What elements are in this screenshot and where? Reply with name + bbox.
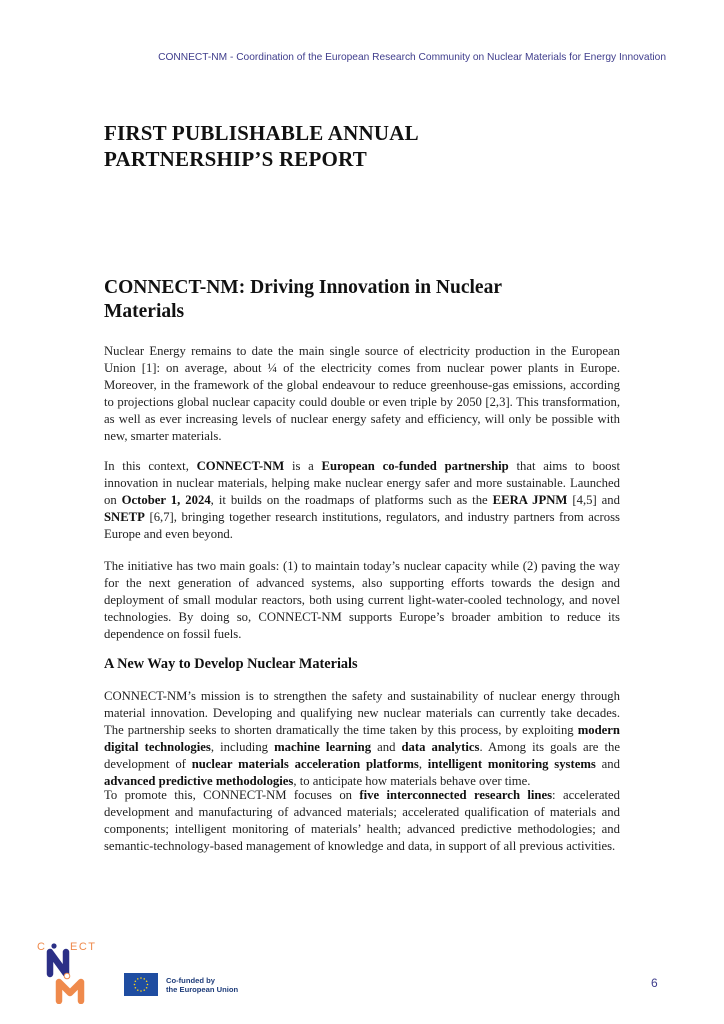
paragraph-research-lines	[104, 787, 620, 855]
eu-cofunded-badge	[124, 973, 238, 996]
text-segment: [4,5] and	[567, 493, 620, 508]
bold-text-segment: modern digital technologies	[104, 723, 620, 755]
eu-star	[135, 987, 137, 989]
connect-nm-logo-graphic	[37, 938, 105, 1004]
text-segment: To promote this, CONNECT-NM focuses on	[104, 788, 360, 802]
document-title-line-2: PARTNERSHIP’S REPORT	[104, 147, 367, 171]
eu-star	[147, 984, 149, 986]
text-segment: CONNECT-NM’s mission is to strengthen the safety and sustainability of nuclear energy through material innovation. Developing and qualifying new nuclear materials can currently take decades. The partnership seeks to shorten dramatically the time taken by this process, by exploiting	[104, 689, 620, 738]
paragraph-mission	[104, 688, 620, 791]
text-segment: and	[371, 740, 402, 755]
paragraph-context	[104, 458, 620, 543]
bold-text-segment: advanced predictive methodologies	[104, 774, 294, 789]
bold-text-segment: intelligent monitoring systems	[427, 757, 596, 772]
eu-stars	[124, 973, 158, 996]
eu-star	[146, 987, 148, 989]
page-number: 6	[651, 976, 658, 990]
text-segment: [6,7], bringing together research institutions, regulators, and industry partners from across Europe and even beyond.	[104, 510, 620, 542]
paragraph-goals	[104, 558, 620, 643]
document-title	[104, 120, 564, 172]
eu-star	[146, 980, 148, 982]
eu-funding-line-2: the European Union	[166, 984, 239, 994]
eu-star	[137, 989, 139, 991]
bold-text-segment: CONNECT-NM	[196, 459, 285, 473]
text-segment: The initiative has two main goals: (1) to maintain today’s nuclear capacity while (2) paving the way for the next generation of advanced systems, also supporting efforts towards the design and deployment of small modular reactors, both using current light-water-cooled technology, and novel technologies. By doing so, CONNECT-NM supports Europe’s broader ambition to reduce its dependence on fossil fuels.	[104, 559, 620, 642]
document-title-line-1: FIRST PUBLISHABLE ANNUAL	[104, 121, 419, 145]
text-segment: and	[595, 757, 620, 772]
text-segment: In this context,	[104, 459, 197, 473]
logo-dot-1	[51, 943, 56, 948]
logo-connect-text: C	[37, 941, 47, 953]
text-segment: , it builds on the roadmaps of platforms such as the	[210, 493, 493, 508]
eu-star	[143, 978, 145, 980]
eu-star	[143, 989, 145, 991]
running-header: CONNECT-NM - Coordination of the European Research Community on Nuclear Materials for Energy Innovation	[158, 52, 666, 63]
eu-star	[140, 990, 142, 992]
eu-star	[140, 977, 142, 979]
connect-nm-logo-icon	[37, 938, 105, 1004]
bold-text-segment: data analytics	[401, 740, 480, 755]
text-segment: ,	[418, 757, 428, 772]
bold-text-segment: machine learning	[274, 740, 372, 755]
eu-star	[134, 984, 136, 986]
text-segment: , including	[210, 740, 275, 755]
text-segment: that aims to boost innovation in nuclear materials, helping make nuclear energy safer and more sustainable. Launched on	[104, 459, 620, 508]
logo-connect-text-end: ECT	[70, 941, 97, 953]
subsection-title: A New Way to Develop Nuclear Materials	[104, 656, 358, 672]
section-title-line-1: CONNECT-NM: Driving Innovation in Nuclear	[104, 277, 502, 298]
bold-text-segment: October 1, 2024	[121, 493, 211, 508]
text-segment: . Among its goals are the development of	[104, 740, 620, 772]
bold-text-segment: five interconnected research lines	[359, 788, 553, 802]
bold-text-segment: SNETP	[104, 510, 145, 525]
eu-flag-icon	[124, 973, 158, 996]
text-segment: , to anticipate how materials behave over time.	[293, 774, 531, 789]
logo-letter-n	[50, 952, 66, 974]
text-segment: Nuclear Energy remains to date the main single source of electricity production in the European Union [1]: on average, about ¼ of the electricity comes from nuclear power plants in Europe. Moreover, in the framework of the global endeavour to reduce greenhouse-gas emissions, according to projections global nuclear capacity could double or even triple by 2050 [2,3]. This transformation, as well as ever increasing levels of nuclear energy safety and efficiency, will only be possible with new, smarter materials.	[104, 344, 620, 444]
bold-text-segment: European co-funded partnership	[321, 459, 509, 473]
section-title-line-2: Materials	[104, 301, 185, 322]
eu-funding-text	[166, 976, 238, 994]
paragraph-intro	[104, 343, 620, 446]
bold-text-segment: nuclear materials acceleration platforms	[191, 757, 419, 772]
eu-funding-line-1: Co-funded by	[166, 975, 215, 985]
section-title	[104, 276, 624, 324]
eu-star	[137, 978, 139, 980]
logo-dot-2	[64, 973, 70, 979]
logo-letter-m	[59, 982, 81, 1001]
eu-star	[135, 980, 137, 982]
text-segment: is a	[284, 459, 322, 473]
text-segment: : accelerated development and manufacturing of advanced materials; accelerated qualification of materials and components; intelligent monitoring of materials’ health; advanced predictive methodologies; and semantic-technology-based management of knowledge and data, in support of all previous activities.	[104, 788, 620, 854]
bold-text-segment: EERA JPNM	[492, 493, 568, 508]
